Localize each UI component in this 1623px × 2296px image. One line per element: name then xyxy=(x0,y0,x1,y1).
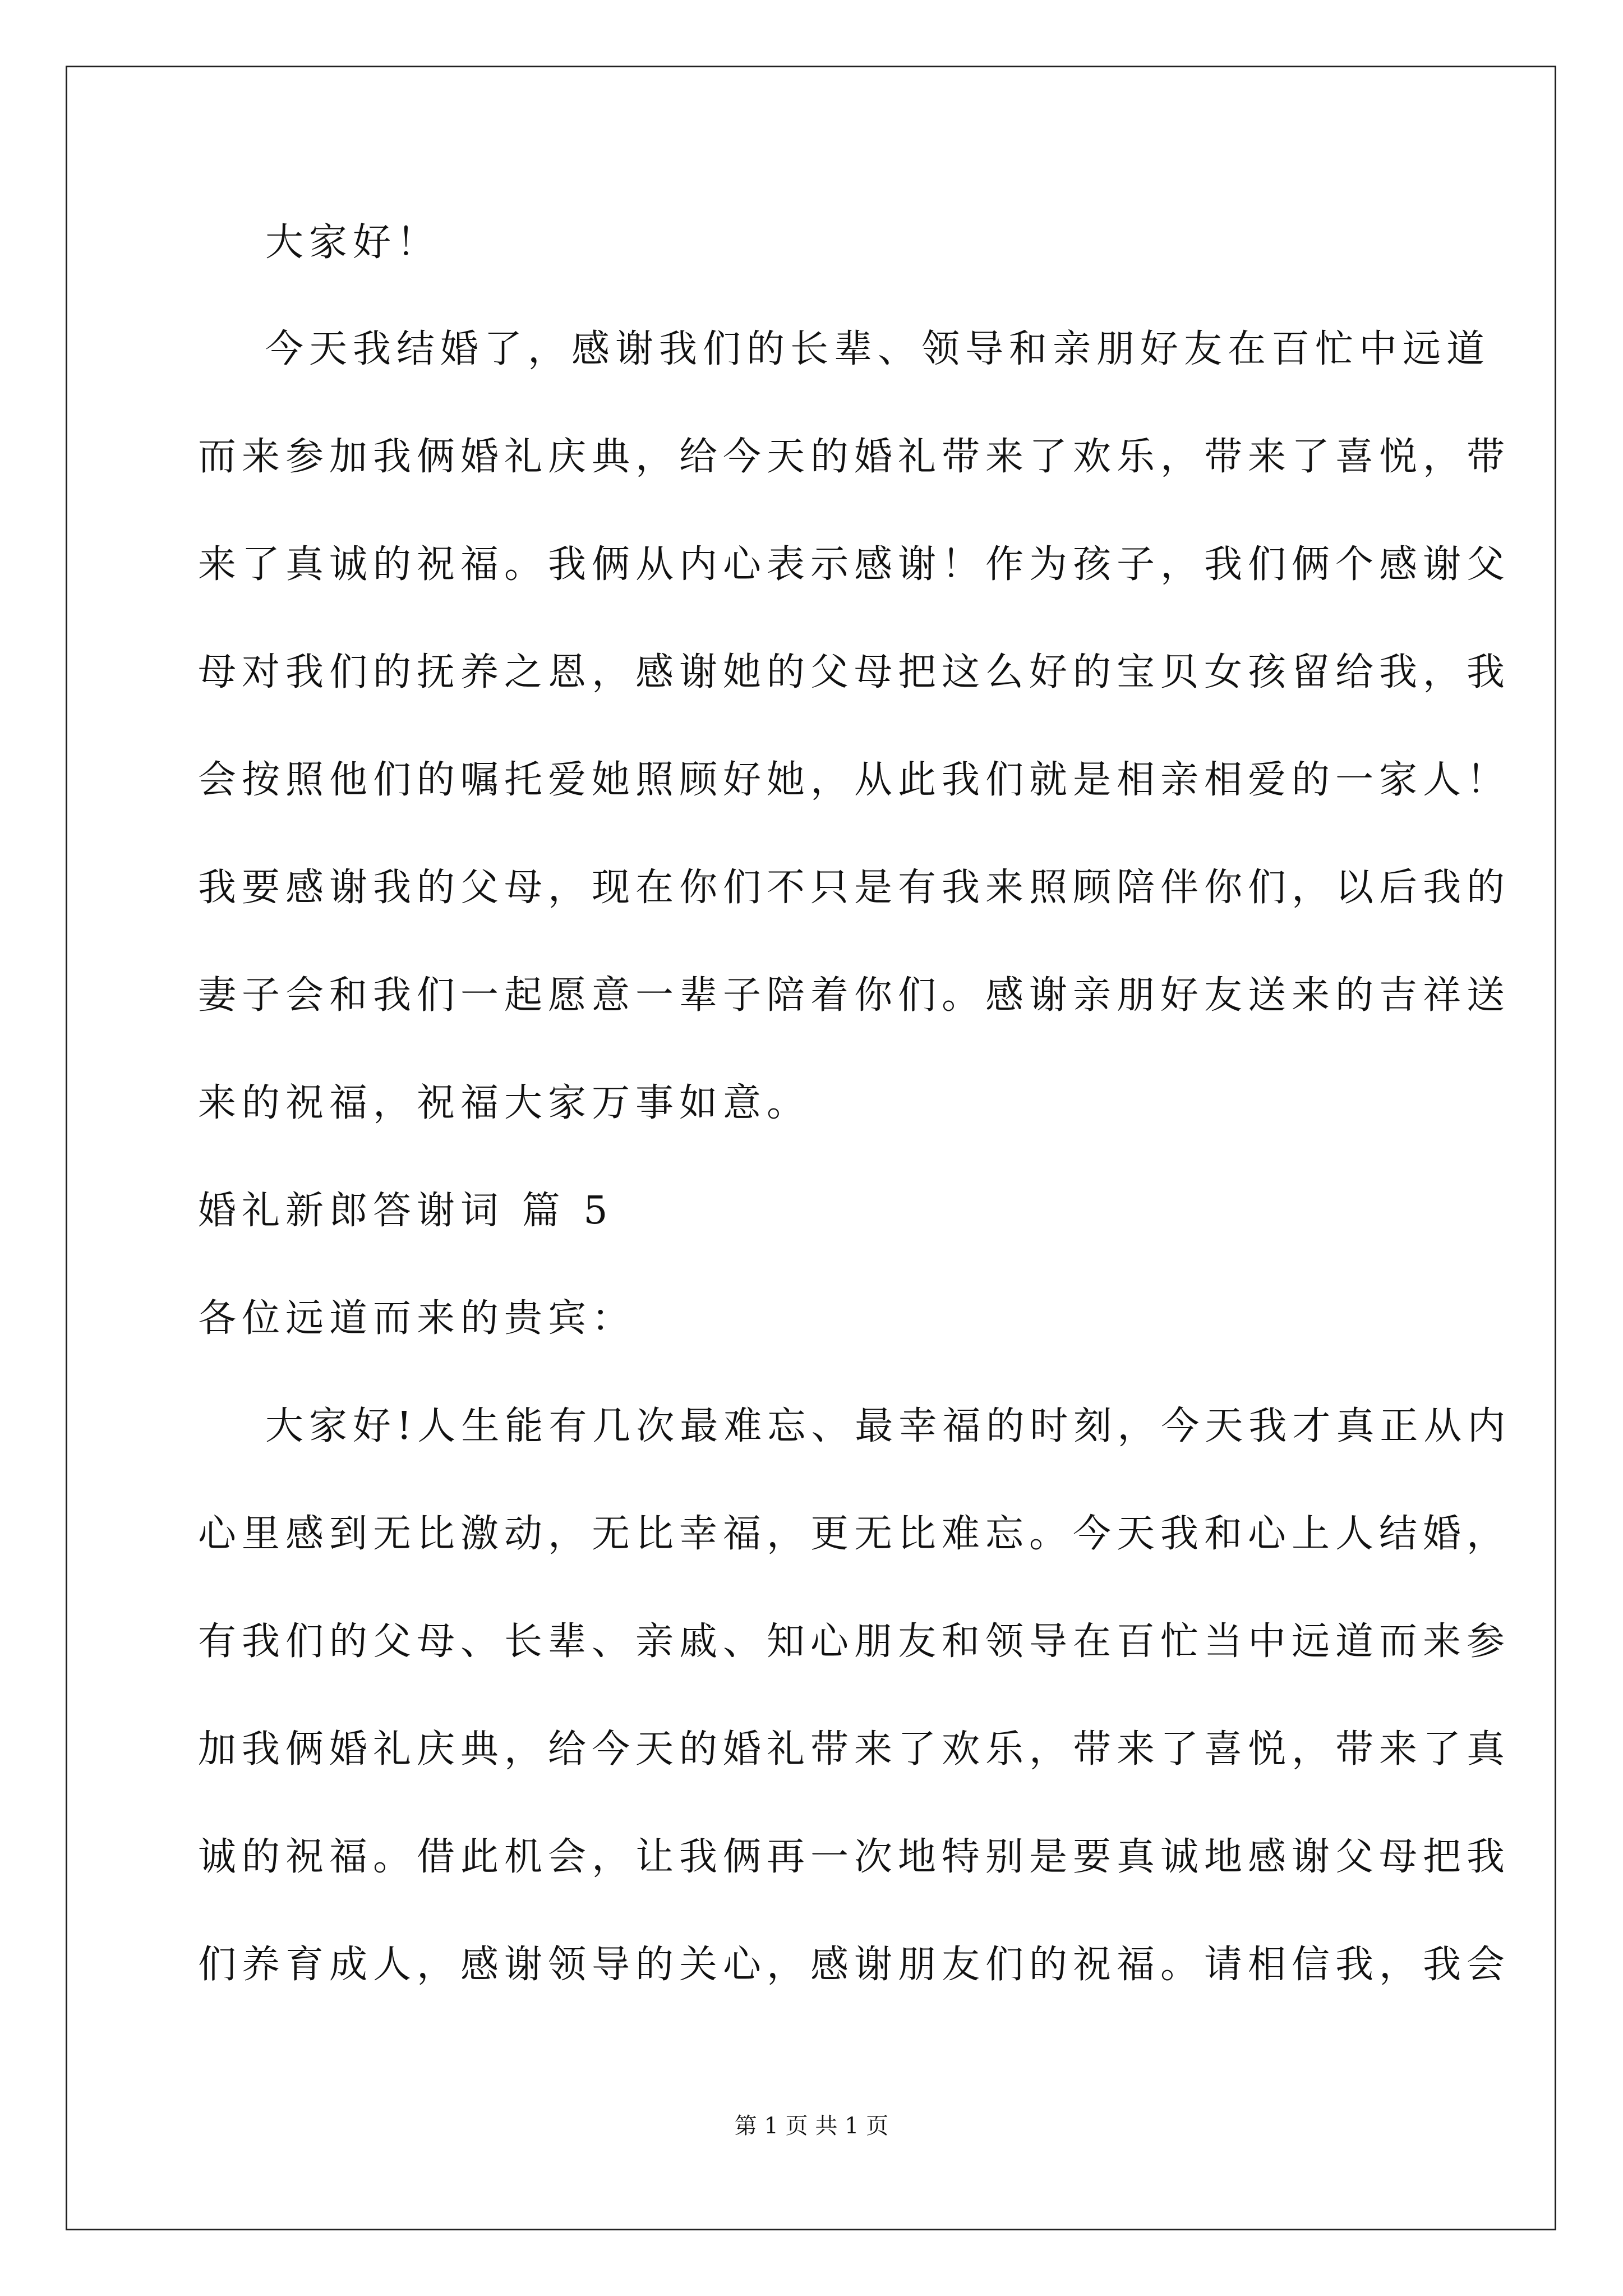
paragraph-line: 来了真诚的祝福。我俩从内心表示感谢！作为孩子，我们俩个感谢父 xyxy=(198,542,1511,587)
paragraph-line: 心里感到无比激动，无比幸福，更无比难忘。今天我和心上人结婚， xyxy=(198,1512,1511,1556)
section-heading: 婚礼新郎答谢词 篇 5 xyxy=(198,1189,614,1233)
paragraph-line: 有我们的父母、长辈、亲戚、知心朋友和领导在百忙当中远道而来参 xyxy=(198,1619,1511,1664)
paragraph-line: 我要感谢我的父母，现在你们不只是有我来照顾陪伴你们，以后我的 xyxy=(198,866,1511,910)
paragraph-line: 今天我结婚了，感谢我们的长辈、领导和亲朋好友在百忙中远道 xyxy=(265,327,1491,371)
page-number-footer: 第 1 页 共 1 页 xyxy=(734,2113,889,2139)
paragraph-line: 诚的祝福。借此机会，让我俩再一次地特别是要真诚地感谢父母把我 xyxy=(198,1835,1511,1879)
page-border xyxy=(66,66,1556,2230)
paragraph-line: 而来参加我俩婚礼庆典，给今天的婚礼带来了欢乐，带来了喜悦，带 xyxy=(198,435,1511,479)
paragraph-line: 来的祝福，祝福大家万事如意。 xyxy=(198,1081,811,1125)
paragraph-line: 加我俩婚礼庆典，给今天的婚礼带来了欢乐，带来了喜悦，带来了真 xyxy=(198,1727,1511,1772)
paragraph-line: 妻子会和我们一起愿意一辈子陪着你们。感谢亲朋好友送来的吉祥送 xyxy=(198,973,1511,1018)
salutation-line: 各位远道而来的贵宾： xyxy=(198,1296,636,1341)
paragraph-line: 母对我们的抚养之恩，感谢她的父母把这么好的宝贝女孩留给我，我 xyxy=(198,650,1511,694)
paragraph-line: 大家好！ xyxy=(265,220,441,265)
paragraph-line: 会按照他们的嘱托爱她照顾好她，从此我们就是相亲相爱的一家人！ xyxy=(198,758,1511,802)
paragraph-line: 们养育成人，感谢领导的关心，感谢朋友们的祝福。请相信我，我会 xyxy=(198,1943,1511,1987)
paragraph-line: 大家好!人生能有几次最难忘、最幸福的时刻，今天我才真正从内 xyxy=(265,1404,1511,1448)
